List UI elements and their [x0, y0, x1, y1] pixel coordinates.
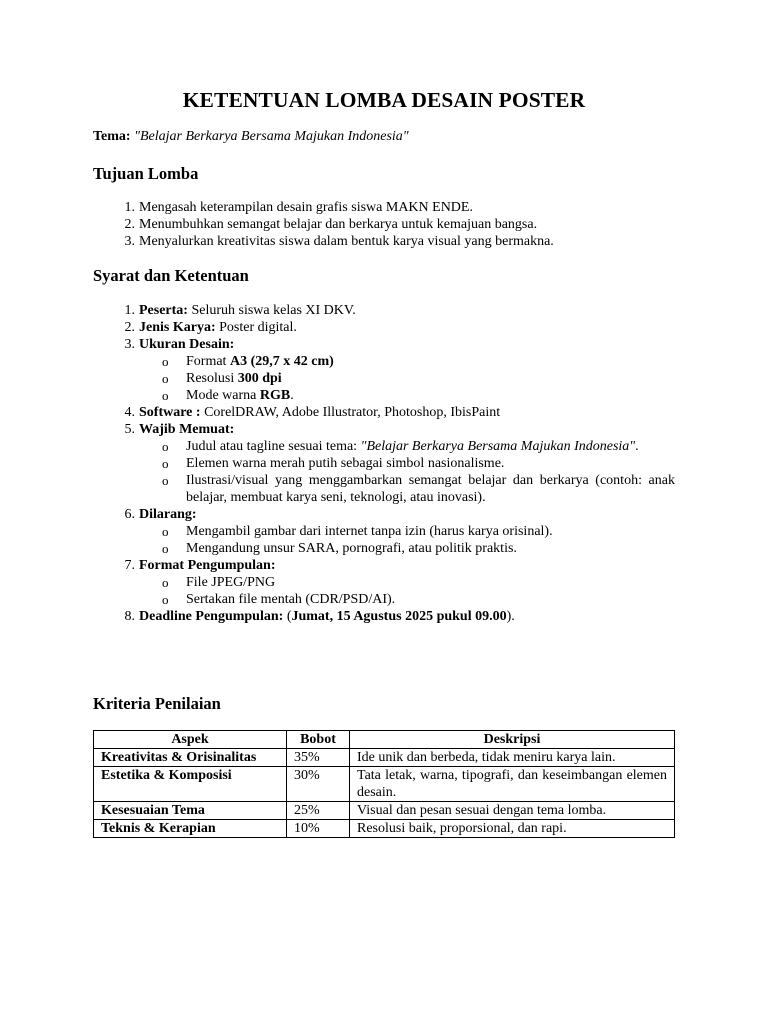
list-item: 1. Peserta: Seluruh siswa kelas XI DKV. [124, 303, 356, 318]
list-item: 3. Menyalurkan kreativitas siswa dalam bentuk karya visual yang bermakna. [124, 234, 554, 249]
table-header-row [94, 731, 675, 749]
table-row: Teknis & Kerapian 10% Resolusi baik, proporsional, dan rapi. [94, 820, 675, 838]
criteria-table [93, 730, 675, 838]
section-heading-syarat: Syarat dan Ketentuan [93, 266, 249, 285]
column-header-bobot: Bobot [287, 731, 350, 749]
list-item: 2. Jenis Karya: Poster digital. [124, 320, 297, 335]
syarat-list [93, 302, 675, 625]
sub-list-item: o Elemen warna merah putih sebagai simbol nasionalisme. [162, 456, 505, 471]
column-header-deskripsi: Deskripsi [350, 731, 675, 749]
sub-list-item: o Mode warna RGB. [162, 388, 294, 403]
list-item: 8. Deadline Pengumpulan: (Jumat, 15 Agustus 2025 pukul 09.00). [124, 609, 515, 624]
table-row: Kreativitas & Orisinalitas 35% Ide unik dan berbeda, tidak meniru karya lain. [94, 749, 675, 767]
tujuan-list [93, 199, 675, 250]
column-header-aspek: Aspek [94, 731, 287, 749]
document-title: KETENTUAN LOMBA DESAIN POSTER [182, 88, 586, 112]
sub-list-item: o File JPEG/PNG [162, 575, 276, 590]
list-item: 2. Menumbuhkan semangat belajar dan berkarya untuk kemajuan bangsa. [124, 217, 538, 232]
table-row: Estetika & Komposisi 30% Tata letak, warna, tipografi, dan keseimbangan elemen desain. [94, 767, 675, 802]
list-item: 6. Dilarang: [124, 507, 197, 522]
list-item: 4. Software : CorelDRAW, Adobe Illustrator, Photoshop, IbisPaint [124, 405, 501, 420]
theme-label: Tema: [93, 129, 131, 144]
section-heading-kriteria: Kriteria Penilaian [93, 694, 221, 713]
theme-value: "Belajar Berkarya Bersama Majukan Indonesia" [134, 129, 409, 144]
list-item: 5. Wajib Memuat: [124, 422, 235, 437]
theme-line [93, 129, 409, 145]
list-item: 3. Ukuran Desain: [124, 337, 235, 352]
sub-list-item: o Mengandung unsur SARA, pornografi, atau politik praktis. [162, 541, 517, 556]
sub-list-item: o Resolusi 300 dpi [162, 371, 282, 386]
section-heading-tujuan: Tujuan Lomba [93, 164, 199, 183]
table-row: Kesesuaian Tema 25% Visual dan pesan sesuai dengan tema lomba. [94, 802, 675, 820]
sub-list-item: o Sertakan file mentah (CDR/PSD/AI). [162, 592, 396, 607]
list-item: 7. Format Pengumpulan: [124, 558, 276, 573]
sub-list-item: o Judul atau tagline sesuai tema: "Belajar Berkarya Bersama Majukan Indonesia". [162, 439, 639, 454]
list-item: 1. Mengasah keterampilan desain grafis siswa MAKN ENDE. [124, 200, 473, 215]
sub-list-item: o Format A3 (29,7 x 42 cm) [162, 354, 334, 369]
sub-list-item: o Ilustrasi/visual yang menggambarkan semangat belajar dan berkarya (contoh: anak belajar, membuat karya seni, teknologi, atau inovasi). [162, 473, 675, 505]
sub-list-item: o Mengambil gambar dari internet tanpa izin (harus karya orisinal). [162, 524, 553, 539]
